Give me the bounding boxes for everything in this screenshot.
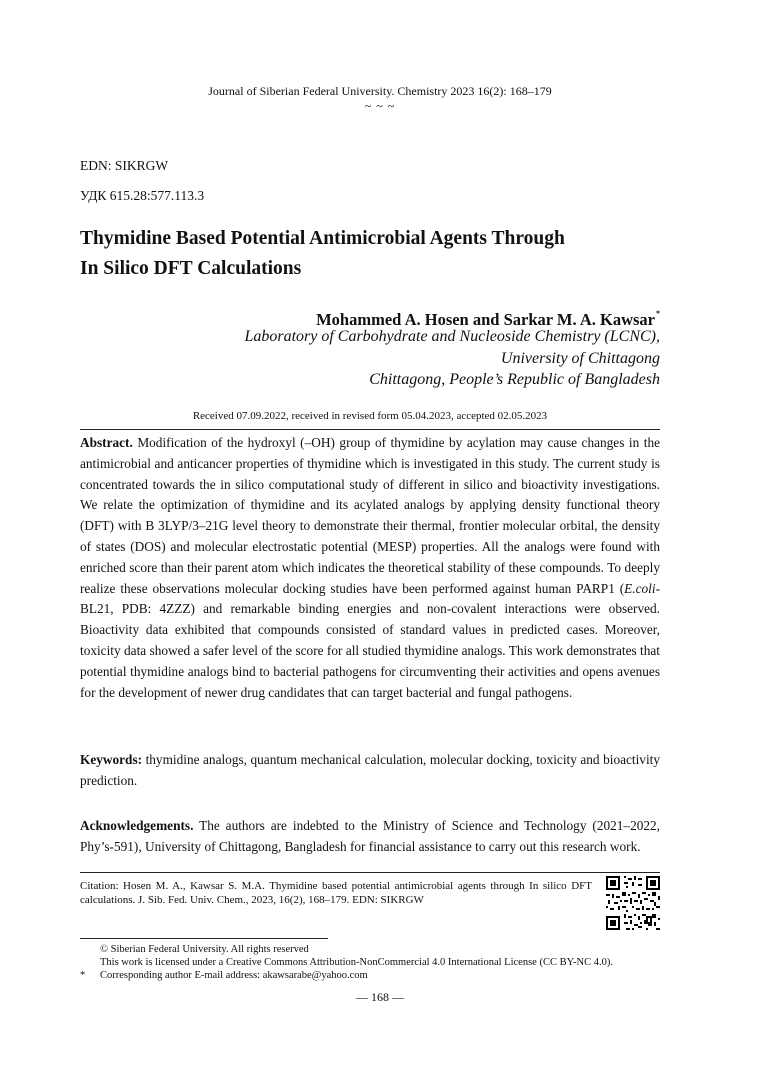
affiliation-line-3: Chittagong, People’s Republic of Bangladesh <box>369 371 660 388</box>
qr-code-icon <box>606 876 660 930</box>
affiliation <box>140 326 660 391</box>
article-title <box>80 224 640 284</box>
acknowledgements-text: The authors are indebted to the Ministry of Science and Technology (2021–2022, Phy’s-591), University of Chittagong, Bangladesh for financial assistance to carry out this research work. <box>80 818 660 854</box>
title-line-1: Thymidine Based Potential Antimicrobial Agents Through <box>80 228 565 249</box>
journal-header: Journal of Siberian Federal University. Chemistry 2023 16(2): 168–179 <box>208 84 552 98</box>
top-divider <box>80 429 660 430</box>
abstract-label: Abstract. <box>80 435 133 450</box>
corresponding-mark: * <box>656 309 660 318</box>
license-note: This work is licensed under a Creative Commons Attribution-NonCommercial 4.0 International License (CC BY-NC 4.0). <box>100 957 613 968</box>
footnote-star: * <box>80 970 86 981</box>
header-separator: ~ ~ ~ <box>364 99 396 113</box>
corresponding-author-note: Corresponding author E-mail address: akawsarabe@yahoo.com <box>100 970 368 981</box>
citation-divider <box>80 872 660 873</box>
citation-text: Citation: Hosen M. A., Kawsar S. M.A. Thymidine based potential antimicrobial agents through In silico DFT calculations. J. Sib. Fed. Univ. Chem., 2023, 16(2), 168–179. EDN: SIKRGW <box>80 880 592 906</box>
edn-code: EDN: SIKRGW <box>80 158 169 173</box>
affiliation-line-1: Laboratory of Carbohydrate and Nucleoside Chemistry (LCNC), <box>244 328 660 345</box>
abstract-text-2: -BL21, PDB: 4ZZZ) and remarkable binding energies and non-covalent interactions were observed. Bioactivity data exhibited that compounds consisted of standard values in predicted cases. Moreover, toxicity data showed a safer level of the score for all studied thymidine analogs. This work demonstrates that potential thymidine analogs bind to bacterial pathogens for circumventing their activities and opens avenues for the development of newer drug candidates that can target bacterial and fungal pathogens. <box>80 580 660 700</box>
page-number: — 168 — <box>356 990 404 1004</box>
acknowledgements-label: Acknowledgements. <box>80 818 194 833</box>
abstract-organism: E.coli <box>624 580 656 596</box>
title-line-2: In Silico DFT Calculations <box>80 258 302 279</box>
keywords-text: thymidine analogs, quantum mechanical calculation, molecular docking, toxicity and bioactivity prediction. <box>80 752 660 788</box>
copyright-note: © Siberian Federal University. All rights reserved <box>100 944 309 955</box>
affiliation-line-2: University of Chittagong <box>500 349 660 367</box>
keywords-label: Keywords: <box>80 752 143 767</box>
acknowledgements-paragraph <box>80 816 660 858</box>
received-dates: Received 07.09.2022, received in revised form 05.04.2023, accepted 02.05.2023 <box>192 410 548 422</box>
author-names-text: Mohammed A. Hosen and Sarkar M. A. Kawsar <box>316 310 655 329</box>
udk-code: УДК 615.28:577.113.3 <box>80 188 205 203</box>
footnote-divider <box>80 938 328 939</box>
abstract-paragraph <box>80 433 660 703</box>
keywords-paragraph <box>80 750 660 792</box>
abstract-text-1: Modification of the hydroxyl (–OH) group of thymidine by acylation may cause changes in the antimicrobial and anticancer properties of thymidine which is investigated in this study. The current study is concentrated towards the in silico computational study of different in silico and bioactivity investigations. We relate the optimization of thymidine and its acylated analogs by applying density functional theory (DFT) with B 3LYP/3–21G level theory to demonstrate their thermal, frontier molecular orbital, the density of states (DOS) and molecular electrostatic potential (MESP) properties. All the analogs were found with enriched score than their parent atom which indicates the theoretical stability of these compounds. To deeply realize these observations molecular docking studies have been performed against human PARP1 ( <box>80 435 660 596</box>
